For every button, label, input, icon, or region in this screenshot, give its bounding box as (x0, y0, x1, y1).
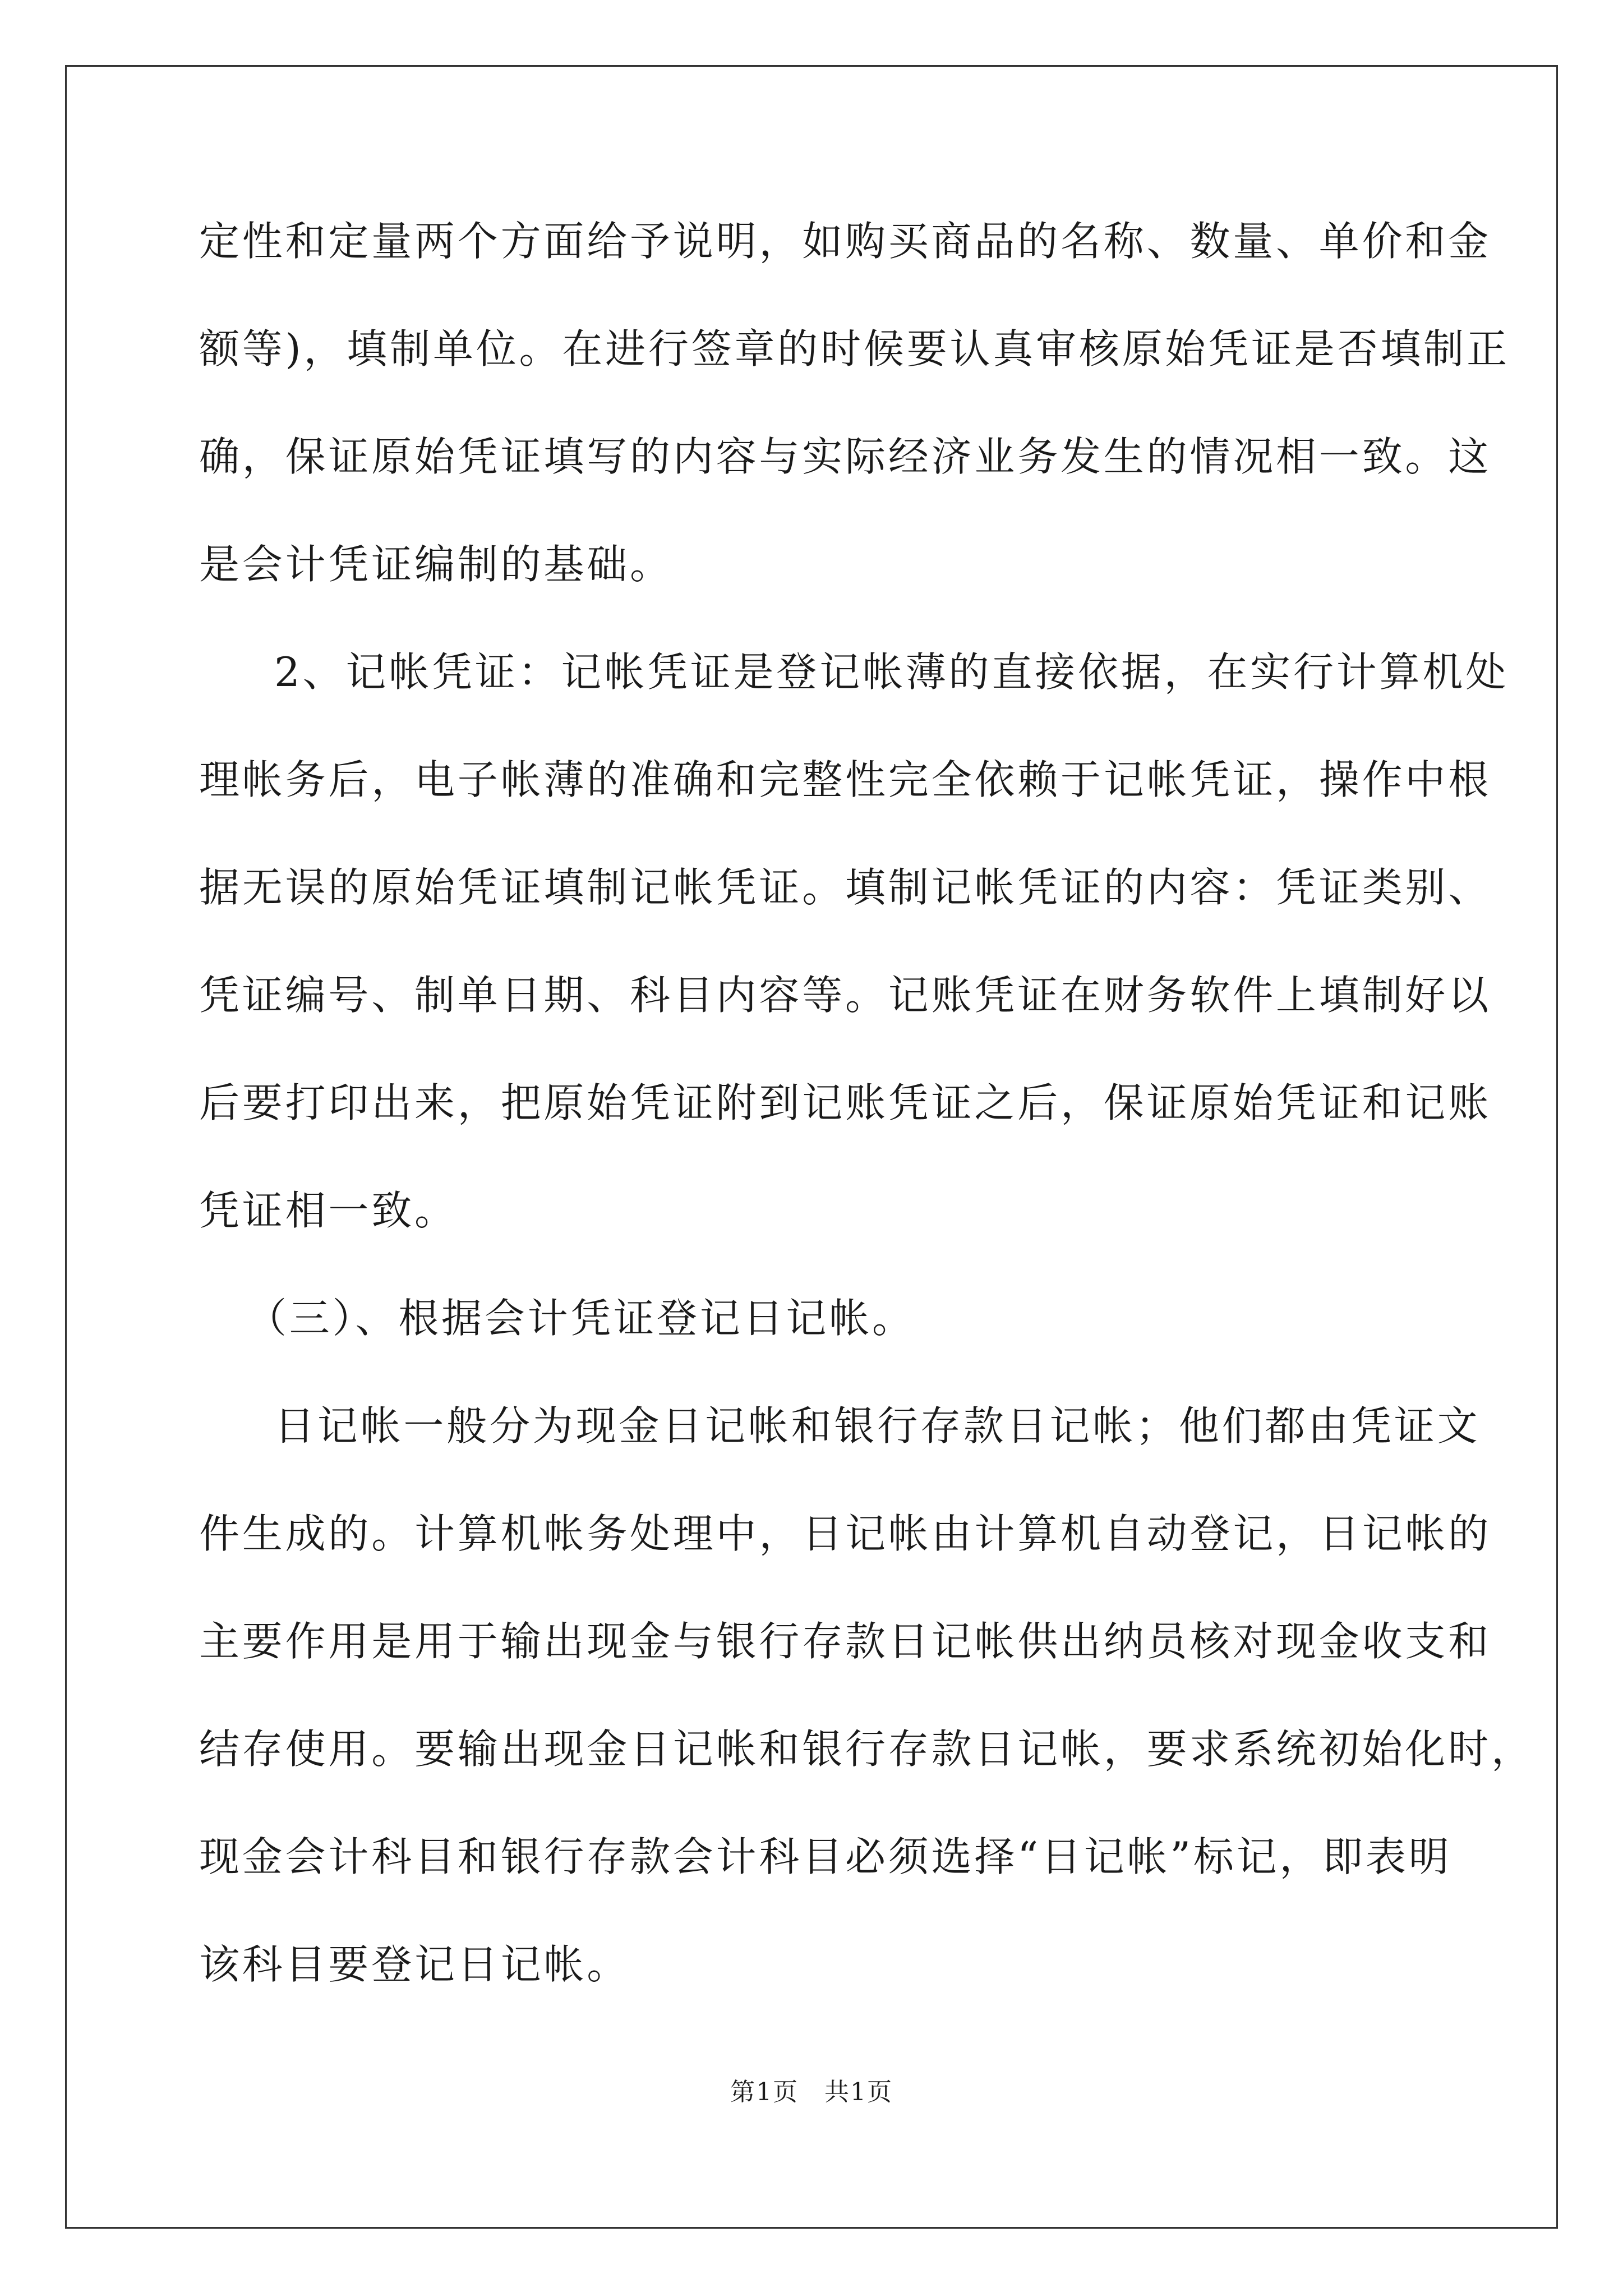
body-line: 后要打印出来，把原始凭证附到记账凭证之后，保证原始凭证和记账 (199, 1079, 1492, 1126)
body-line: 确，保证原始凭证填写的内容与实际经济业务发生的情况相一致。这 (199, 433, 1492, 480)
body-line: 凭证相一致。 (199, 1187, 458, 1234)
body-line: 凭证编号、制单日期、科目内容等。记账凭证在财务软件上填制好以 (199, 972, 1492, 1019)
body-line: 定性和定量两个方面给予说明，如购买商品的名称、数量、单价和金 (199, 218, 1492, 265)
body-line: 现金会计科目和银行存款会计科目必须选择“日记帐”标记，即表明 (199, 1833, 1452, 1880)
page-number-footer: 第1页 共1页 (730, 2078, 893, 2106)
body-line: 件生成的。计算机帐务处理中，日记帐由计算机自动登记，日记帐的 (199, 1510, 1492, 1557)
body-line: 该科目要登记日记帐。 (199, 1941, 630, 1988)
body-line: 结存使用。要输出现金日记帐和银行存款日记帐，要求系统初始化时， (199, 1726, 1534, 1773)
body-line: 主要作用是用于输出现金与银行存款日记帐供出纳员核对现金收支和 (199, 1618, 1492, 1665)
body-line: 理帐务后，电子帐薄的准确和完整性完全依赖于记帐凭证，操作中根 (199, 756, 1492, 803)
document-body (199, 208, 1534, 2039)
body-line: 是会计凭证编制的基础。 (199, 541, 673, 588)
body-line: 额等)，填制单位。在进行签章的时候要认真审核原始凭证是否填制正 (199, 325, 1510, 372)
body-line: 2、记帐凭证：记帐凭证是登记帐薄的直接依据，在实行计算机处 (274, 648, 1509, 696)
body-line: 日记帐一般分为现金日记帐和银行存款日记帐；他们都由凭证文 (274, 1402, 1481, 1450)
body-line: 据无误的原始凭证填制记帐凭证。填制记帐凭证的内容：凭证类别、 (199, 864, 1492, 911)
section-heading: （三）、根据会计凭证登记日记帐。 (246, 1295, 915, 1342)
